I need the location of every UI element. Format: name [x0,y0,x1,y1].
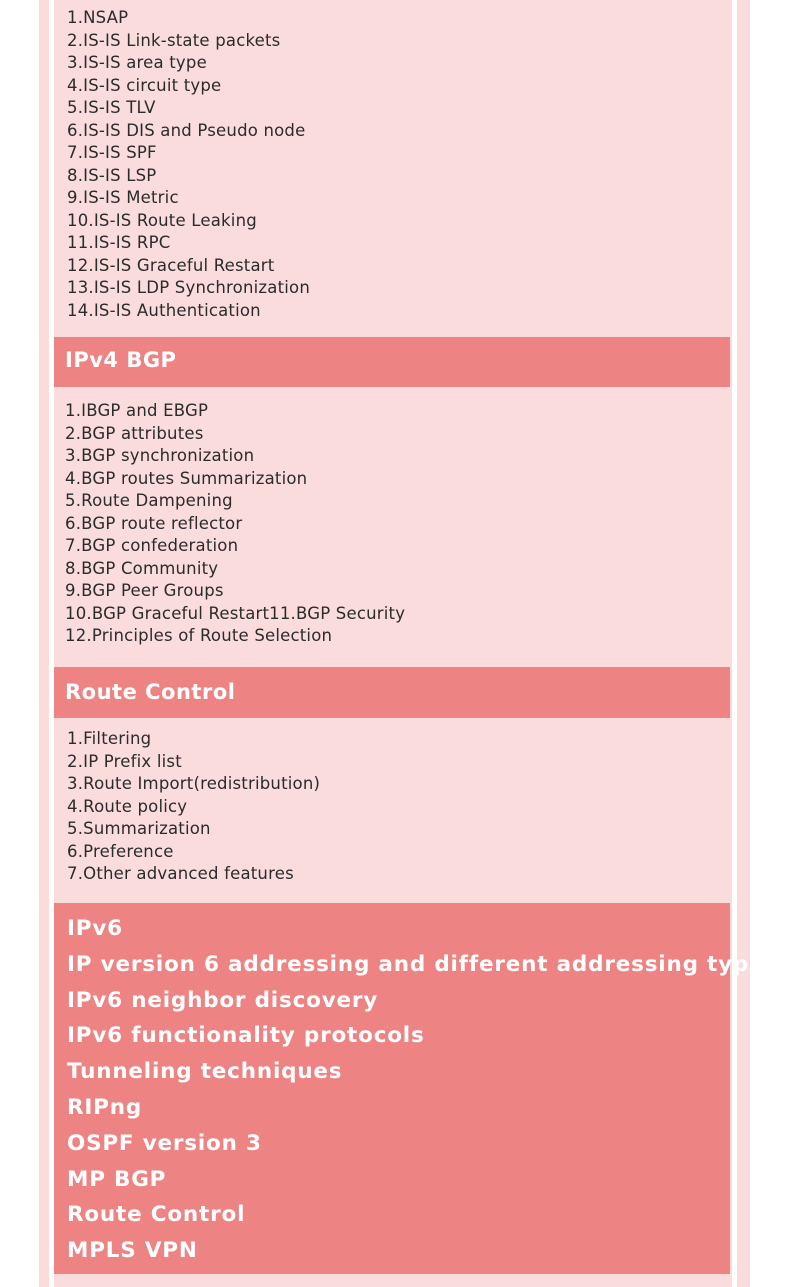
list-item: 5.Summarization [67,819,211,838]
list-item: RIPng [67,1094,143,1120]
list-item: 13.IS-IS LDP Synchronization [67,278,310,297]
list-item: 4.BGP routes Summarization [65,468,308,488]
list-item: 1.Filtering [67,729,152,748]
list-item: 5.Route Dampening [65,491,233,510]
list-item: 3.BGP synchronization [65,446,255,465]
list-item: 11.IS-IS RPC [67,233,171,252]
list-item: IPv6 neighbor discovery [67,987,379,1013]
list-item: 2.IS-IS Link-state packets [67,30,281,50]
list-item: 7.Other advanced features [67,864,294,883]
list-item: 12.IS-IS Graceful Restart [67,255,275,275]
list-item: IP version 6 addressing and different addressing types [67,951,779,977]
list-item: 5.IS-IS TLV [67,98,156,117]
list-item: 2.BGP attributes [65,423,204,443]
list-item: 12.Principles of Route Selection [65,626,333,645]
section-title: Route Control [65,680,236,704]
list-item: 3.IS-IS area type [67,53,207,72]
list-item: 4.Route policy [67,796,188,816]
list-item: Route Control [67,1202,246,1228]
section-title: IPv4 BGP [65,348,177,372]
list-item: MPLS VPN [67,1238,198,1264]
list-item: 10.IS-IS Route Leaking [67,210,257,230]
list-item: 8.BGP Community [65,558,219,578]
route-control-topic-list [67,728,320,886]
list-item: 6.IS-IS DIS and Pseudo node [67,120,306,140]
section-header-bgp [54,337,730,387]
list-item: 4.IS-IS circuit type [67,75,222,95]
list-item: OSPF version 3 [67,1130,262,1156]
list-item: 14.IS-IS Authentication [67,300,261,320]
list-item: 10.BGP Graceful Restart11.BGP Security [65,603,406,623]
list-item: MP BGP [67,1166,167,1192]
list-item: 3.Route Import(redistribution) [67,774,321,793]
list-item: 8.IS-IS LSP [67,165,157,185]
list-item: 9.BGP Peer Groups [65,581,224,600]
list-item: 6.Preference [67,841,174,861]
list-item: 1.IBGP and EBGP [65,401,209,420]
list-item: Tunneling techniques [67,1059,343,1085]
section-header-route-control [54,667,730,718]
list-item: 2.IP Prefix list [67,751,182,771]
list-item: IPv6 functionality protocols [67,1023,425,1049]
bottom-strip [54,1274,730,1287]
ipv6-topic-list [67,911,778,1269]
list-item: 6.BGP route reflector [65,513,243,533]
list-item: 7.IS-IS SPF [67,143,157,162]
bgp-topic-list [65,400,405,648]
isis-topic-list [67,7,310,322]
section-ipv6 [54,903,779,1274]
list-item: 9.IS-IS Metric [67,188,179,207]
list-item: 1.NSAP [67,8,129,27]
list-item: 7.BGP confederation [65,536,239,555]
section-title: IPv6 [67,916,123,941]
